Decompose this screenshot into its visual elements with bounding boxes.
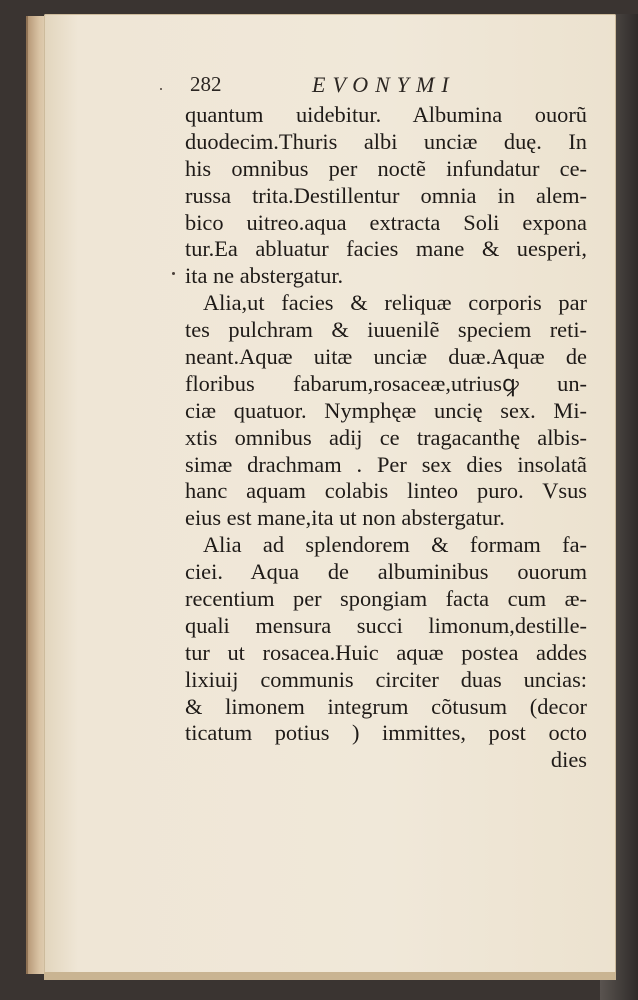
text-line: tur ut rosacea.Huic aquæ postea addes: [185, 639, 587, 665]
text-line: & limonem integrum cõtusum (decor: [185, 693, 587, 719]
text-line: neant.Aquæ uitæ unciæ duæ.Aquæ de: [185, 344, 587, 370]
text-line: ciei. Aqua de albuminibus ouorum: [185, 559, 587, 585]
text-line: hanc aquam colabis linteo puro. Vsus: [185, 478, 587, 504]
ink-speck: [172, 272, 175, 275]
paragraph-start-line: Alia,ut facies & reliquæ corporis par: [203, 290, 587, 316]
body-text: [185, 102, 587, 774]
text-line: recentium per spongiam facta cum æ-: [185, 586, 587, 612]
text-line: tes pulchram & iuuenilẽ speciem reti-: [185, 317, 587, 343]
running-head: [190, 72, 590, 102]
running-title: EVONYMI: [312, 72, 456, 97]
text-line: ticatum potius ) immittes, post octo: [185, 720, 587, 746]
text-line: xtis omnibus adij ce tragacanthę albis-: [185, 424, 587, 450]
text-line: quantum uidebitur. Albumina ouorũ: [185, 102, 587, 127]
text-line: quali mensura succi limonum,destille-: [185, 612, 587, 638]
text-line: eius est mane,ita ut non abstergatur.: [185, 505, 505, 531]
text-line: ita ne abstergatur.: [185, 263, 344, 289]
text-line: his omnibus per noctẽ infundatur ce-: [185, 155, 587, 181]
text-line: russa trita.Destillentur omnia in alem-: [185, 182, 587, 208]
text-line: lixiuij communis circiter duas uncias:: [185, 666, 587, 692]
text-line: tur.Ea abluatur facies mane & uesperi,: [185, 236, 587, 262]
text-line: ciæ quatuor. Nymphęæ uncię sex. Mi-: [185, 397, 587, 423]
ink-speck: [160, 88, 162, 90]
page-bottom-edge: [44, 972, 616, 980]
text-line: bico uitreo.aqua extracta Soli expona: [185, 209, 587, 235]
catchword: dies: [550, 747, 587, 773]
paragraph-start-line: Alia ad splendorem & formam fa-: [203, 532, 587, 558]
text-line: simæ drachmam . Per sex dies insolatã: [185, 451, 587, 477]
text-line: duodecim.Thuris albi unciæ duę. In: [185, 128, 587, 154]
text-line: floribus fabarum,rosaceæ,utriusꝙ un-: [185, 370, 587, 396]
page-number: 282: [190, 72, 222, 96]
